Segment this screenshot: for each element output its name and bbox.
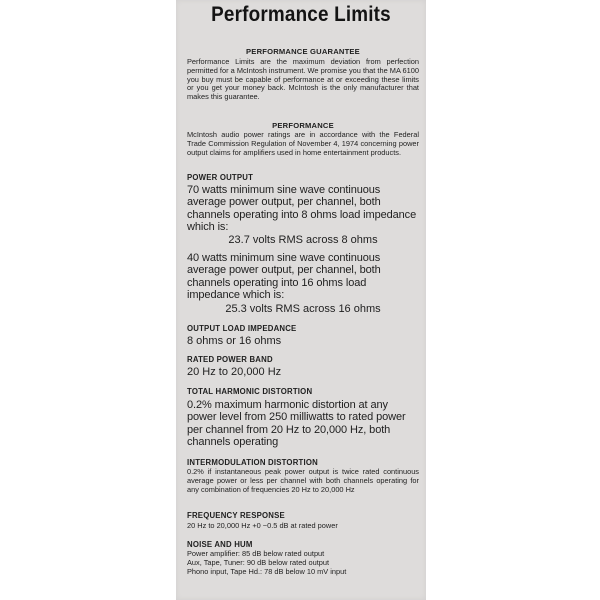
- guarantee-heading: PERFORMANCE GUARANTEE: [246, 47, 360, 56]
- power-output-8-ohm-volts: 23.7 volts RMS across 8 ohms: [228, 234, 378, 246]
- page-title: Performance Limits: [211, 3, 391, 26]
- power-output-heading: POWER OUTPUT: [187, 173, 254, 182]
- performance-heading: PERFORMANCE: [272, 121, 334, 130]
- rated-power-band-value: 20 Hz to 20,000 Hz: [187, 366, 282, 378]
- frequency-response-heading: FREQUENCY RESPONSE: [187, 511, 285, 520]
- spec-sheet-page: [176, 0, 426, 600]
- imd-value: 0.2% if instantaneous peak power output is twice rated continuous average power or less per channel with both channels operating for any combination of frequencies 20 Hz to 20,000 Hz: [187, 467, 419, 494]
- noise-aux-tape-tuner: Aux, Tape, Tuner: 90 dB below rated output: [187, 557, 330, 567]
- rated-power-band-heading: RATED POWER BAND: [187, 355, 273, 364]
- thd-value: 0.2% maximum harmonic distortion at any power level from 250 milliwatts to rated power per channel from 20 Hz to 20,000 Hz, both channels operating: [187, 399, 406, 448]
- noise-and-hum-heading: NOISE AND HUM: [187, 540, 253, 549]
- power-output-16-ohm-rating: 40 watts minimum sine wave continuous average power output, per channel, both channels operating into 16 ohms load impedance which is:: [187, 252, 381, 301]
- power-output-16-ohm-volts: 25.3 volts RMS across 16 ohms: [225, 303, 381, 315]
- noise-phono-input: Phono input, Tape Hd.: 78 dB below 10 mV input: [187, 566, 347, 576]
- noise-and-hum-list: [187, 550, 419, 576]
- noise-power-amplifier: Power amplifier: 85 dB below rated output: [187, 549, 325, 558]
- output-load-impedance-heading: OUTPUT LOAD IMPEDANCE: [187, 324, 297, 333]
- frequency-response-value: 20 Hz to 20,000 Hz +0 −0.5 dB at rated power: [187, 521, 338, 530]
- guarantee-body: Performance Limits are the maximum deviation from perfection permitted for a McIntosh instrument. We promise you that the MA 6100 you buy must be capable of performance at or exceeding these limits or you get your money back. McIntosh is the only manufacturer that makes this guarantee.: [187, 57, 419, 102]
- performance-body: McIntosh audio power ratings are in accordance with the Federal Trade Commission Regulation of November 4, 1974 concerning power output claims for amplifiers used in home entertainment products.: [187, 130, 419, 157]
- imd-heading: INTERMODULATION DISTORTION: [187, 458, 318, 467]
- thd-heading: TOTAL HARMONIC DISTORTION: [187, 387, 313, 396]
- power-output-8-ohm-rating: 70 watts minimum sine wave continuous average power output, per channel, both channels operating into 8 ohms load impedance which is:: [187, 184, 417, 233]
- output-load-impedance-value: 8 ohms or 16 ohms: [187, 335, 282, 347]
